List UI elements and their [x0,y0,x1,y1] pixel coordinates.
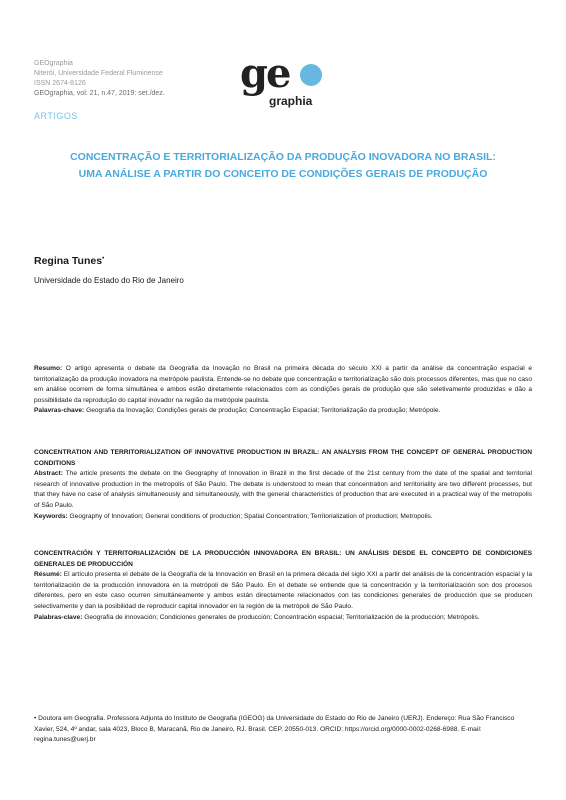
logo-dot [300,64,322,86]
author-name: Regina Tunes [34,255,103,267]
author-affiliation: Universidade do Estado do Rio de Janeiro [34,276,184,285]
author [34,255,104,267]
logo-bottom-text: graphia [269,94,313,108]
author-footnote: • Doutora em Geografia. Professora Adjunta do Instituto de Geografia (IGEOG) da Universidade do Estado do Rio de Janeiro (UERJ). Endereço: Rua São Francisco Xavier, 524, 4º andar, sala 4023, Bloco B, Maracanã, Rio de Janeiro, RJ. Brasil. CEP. 20550-013. ORCID: https://orcid.org/0000-0002-0268-6988. E-mail: regina.tunes@uerj.br [34,715,515,744]
palabras-clave-text: Geografía de innovación; Condiciones generales de producción; Concentración espacial; Territorialización de la producción; Metrópolis. [82,613,480,621]
author-footnote-mark: • [102,255,105,262]
abstract-en [34,448,532,522]
resume-label: Résumé: [34,571,62,579]
keywords-label: Keywords: [34,512,68,520]
journal-name: GEOgraphia [34,60,73,67]
journal-location: Niterói, Universidade Federal Fluminense [34,70,163,77]
palavras-chave-label: Palavras-chave: [34,407,85,415]
abstract-pt [34,364,532,417]
palavras-chave-text: Geografia da Inovação; Condições gerais de produção; Concentração Espacial; Territorialização da produção; Metrópole. [84,407,441,415]
resume-text: El artículo presenta el debate de la Geografía de la Innovación en Brasil en la primera década del siglo XXI a partir del análisis de la concentración espacial y la territorialización de la producción innovadora en la metrópoli de São Paulo. En el debate se entiende que la concentración y la territorialización son dos procesos diferentes, pero en este caso ocurren simultáneamente y ambos están directamente relacionados con las condiciones generales de producción que se producen selectivamente y dan la posibilidad de reproducir capital innovador en la región de la metrópoli de São Paulo. [34,571,532,610]
resumo-label: Resumo: [34,365,63,372]
abstract-label: Abstract: [34,470,63,478]
section-label: ARTIGOS [34,111,78,121]
title-line-2: UMA ANÁLISE A PARTIR DO CONCEITO DE CONDIÇÕES GERAIS DE PRODUÇÃO [78,168,488,180]
journal-issn: ISSN 2674-8126 [34,80,86,87]
journal-meta [34,59,165,99]
logo-top-text: ge [240,50,290,97]
journal-logo [240,50,340,112]
title-line-1: CONCENTRAÇÃO E TERRITORIALIZAÇÃO DA PRODUÇÃO INOVADORA NO BRASIL: [70,151,496,163]
journal-volume: GEOgraphia, vol: 21, n.47, 2019: set./dez. [34,90,165,97]
palabras-clave-label: Palabras-clave: [34,613,83,621]
article-title [40,149,526,183]
resumo-text: O artigo apresenta o debate da Geografia da Inovação no Brasil na primeira década do século XXI a partir da análise da concentração espacial e territorialização da produção inovadora na metrópole paulista. Entende-se no debate que concentração e territorialização são dois processos diferentes, mas que no caso em análise ocorrem de forma simultânea e ambos estão diretamente relacionados com as condições gerais de produção que são seletivamente produzidas e dão a possibilidade da reprodução do capital inovador na região da metrópole paulista. [34,365,532,404]
abstract-text: The article presents the debate on the Geography of Innovation in Brazil in the first decade of the 21st century from the date of the spatial and territorial research of innovative production in the metropolis of São Paulo. The debate is understood to mean that concentration and territoriality are two different processes, but that they have no case of analysis simultaneously and simultaneously, with the general characteristics of production that are executed in a practical way of the metropolis of São Paulo. [34,470,532,509]
es-heading: CONCENTRACIÓN Y TERRITORIALIZACIÓN DE LA PRODUCCIÓN INNOVADORA EN BRASIL: UN ANÁLISIS DESDE EL CONCEPTO DE CONDICIONES GENERALES DE PRODUCCIÓN [34,550,532,568]
abstract-es [34,549,532,623]
en-heading: CONCENTRATION AND TERRITORIALIZATION OF INNOVATIVE PRODUCTION IN BRAZIL: AN ANALYSIS FROM THE CONCEPT OF GENERAL PRODUCTION CONDITIONS [34,449,532,467]
keywords-text: Geography of Innovation; General conditions of production; Spatial Concentration; Territorialization of production; Metropolis. [67,512,433,520]
